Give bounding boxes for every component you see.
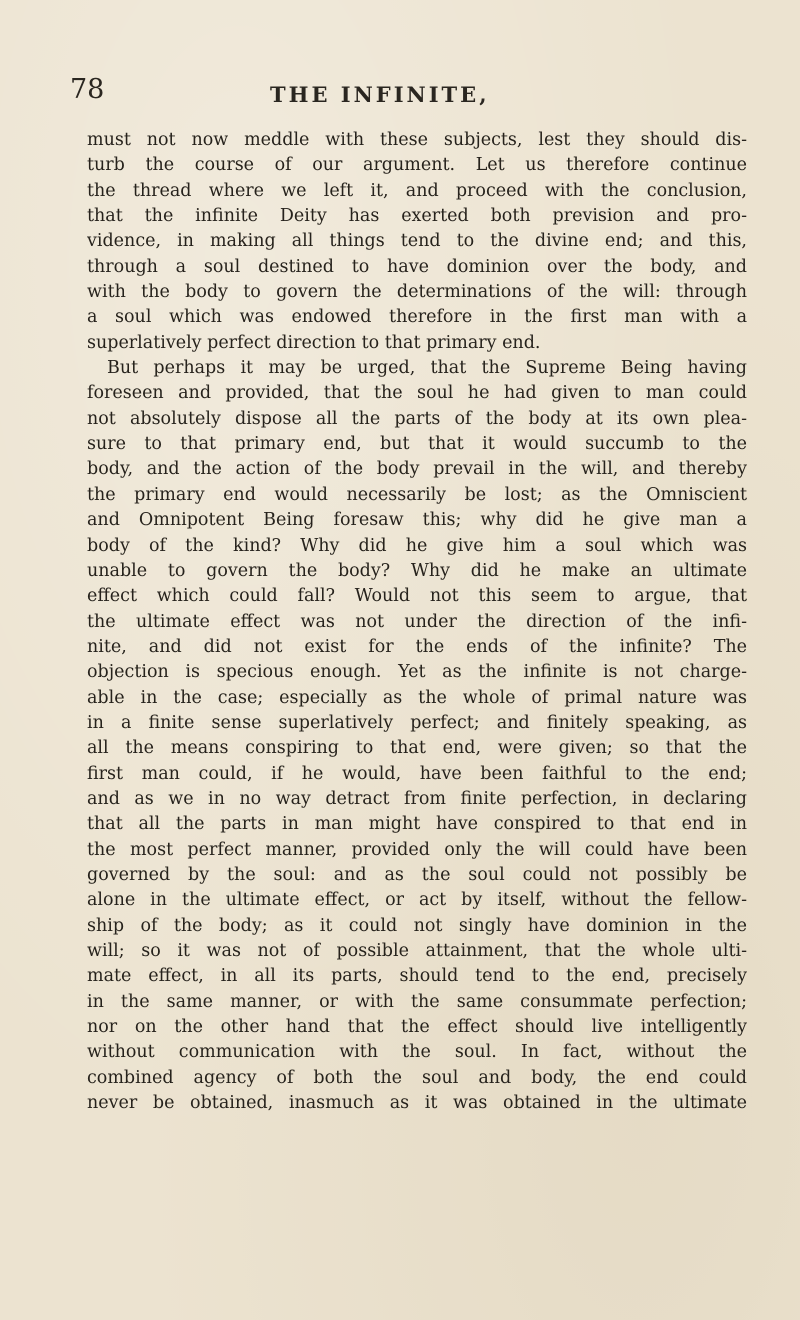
text-line: vidence, in making all things tend to the divine end; and this,: [87, 231, 747, 252]
running-head: THE INFINITE,: [270, 82, 490, 107]
text-line: and as we in no way detract from finite perfection, in declaring: [87, 788, 747, 809]
body-text: [87, 128, 747, 1116]
text-line: mate effect, in all its parts, should tend to the end, precisely: [87, 966, 747, 987]
text-line: effect which could fall? Would not this seem to argue, that: [87, 586, 747, 607]
text-line: the most perfect manner, provided only the will could have been: [87, 839, 747, 860]
text-line: not absolutely dispose all the parts of the body at its own plea-: [87, 408, 747, 429]
text-line: foreseen and provided, that the soul he had given to man could: [87, 383, 747, 404]
text-line: in a finite sense superlatively perfect; and finitely speaking, as: [87, 712, 747, 733]
text-line: with the body to govern the determinations of the will: through: [87, 282, 747, 303]
text-line: combined agency of both the soul and body, the end could: [87, 1067, 747, 1088]
text-line: through a soul destined to have dominion over the body, and: [87, 256, 747, 277]
text-line: ship of the body; as it could not singly have dominion in the: [87, 915, 747, 936]
page-number: 78: [70, 74, 105, 105]
text-line: and Omnipotent Being foresaw this; why did he give man a: [87, 510, 747, 531]
text-line: body of the kind? Why did he give him a soul which was: [87, 535, 747, 556]
page-header: [70, 70, 730, 110]
text-line: governed by the soul: and as the soul could not possibly be: [87, 864, 747, 885]
text-line: turb the course of our argument. Let us therefore continue: [87, 155, 747, 176]
text-line: that the infinite Deity has exerted both prevision and pro-: [87, 206, 747, 227]
text-line: unable to govern the body? Why did he make an ultimate: [87, 560, 747, 581]
text-line: that all the parts in man might have conspired to that end in: [87, 814, 747, 835]
text-line: body, and the action of the body prevail in the will, and thereby: [87, 459, 747, 480]
text-line: the ultimate effect was not under the direction of the infi-: [87, 611, 747, 632]
text-line: superlatively perfect direction to that primary end.: [87, 332, 541, 353]
text-line: never be obtained, inasmuch as it was obtained in the ultimate: [87, 1093, 747, 1114]
text-line: in the same manner, or with the same consummate perfection;: [87, 991, 747, 1012]
text-line: first man could, if he would, have been faithful to the end;: [87, 763, 747, 784]
text-line: all the means conspiring to that end, were given; so that the: [87, 738, 747, 759]
text-line: But perhaps it may be urged, that the Supreme Being having: [107, 358, 747, 379]
text-line: nor on the other hand that the effect should live intelligently: [87, 1017, 747, 1038]
text-line: the primary end would necessarily be lost; as the Omniscient: [87, 484, 747, 505]
text-line: able in the case; especially as the whole of primal nature was: [87, 687, 747, 708]
text-line: alone in the ultimate effect, or act by itself, without the fellow-: [87, 890, 747, 911]
text-line: sure to that primary end, but that it would succumb to the: [87, 434, 747, 455]
text-line: nite, and did not exist for the ends of the infinite? The: [87, 636, 747, 657]
text-line: objection is specious enough. Yet as the infinite is not charge-: [87, 662, 747, 683]
text-line: will; so it was not of possible attainment, that the whole ulti-: [87, 941, 747, 961]
text-line: a soul which was endowed therefore in the first man with a: [87, 307, 747, 328]
text-line: must not now meddle with these subjects, lest they should dis-: [87, 130, 747, 150]
text-line: without communication with the soul. In fact, without the: [87, 1042, 747, 1063]
text-line: the thread where we left it, and proceed with the conclusion,: [87, 180, 747, 201]
